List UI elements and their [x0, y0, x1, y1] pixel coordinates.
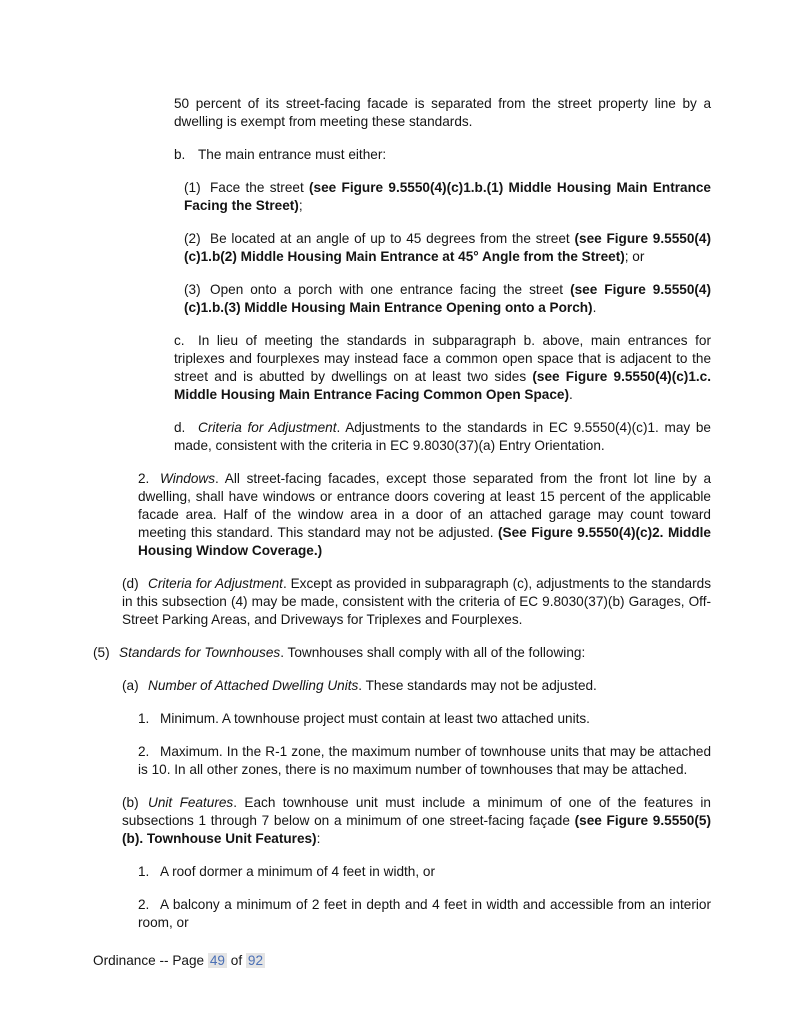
- item-label: 2.: [138, 897, 150, 912]
- item-label: 2.: [138, 744, 150, 759]
- item-d-criteria-for-adjustment: [174, 419, 711, 455]
- text-run: . Except as provided in subparagraph (c), adjustments to the standards in this subsection (4) may be made, consistent with the criteria of EC 9.8030(37)(b) Garages, Off-Street Parking Areas, and Driveways for Triplexes and Fourplexes.: [122, 576, 711, 627]
- figure-reference: (see Figure 9.5550(5)(b). Townhouse Unit Features): [122, 813, 711, 846]
- item-d-criteria-adjustment-subsection-4: [122, 575, 711, 629]
- text-run: Open onto a porch with one entrance facing the street: [210, 282, 571, 297]
- text-run: :: [316, 831, 321, 846]
- paragraph-exemption-continuation: [174, 95, 711, 131]
- item-b-main-entrance: [174, 146, 711, 164]
- item-label: (b): [122, 795, 139, 810]
- item-label: 2.: [138, 471, 150, 486]
- text-run: . These standards may not be adjusted.: [358, 678, 597, 693]
- defined-term: Windows: [160, 471, 216, 486]
- item-2-maximum: [138, 743, 711, 779]
- text-run: Maximum. In the R-1 zone, the maximum number of townhouse units that may be attached is 10. In all other zones, there is no maximum number of townhouses that may be attached.: [138, 744, 711, 777]
- item-1-minimum: [138, 710, 711, 728]
- text-run: A balcony a minimum of 2 feet in depth and 4 feet in width and accessible from an interior room, or: [138, 897, 711, 930]
- text-run: Face the street: [210, 180, 310, 195]
- item-b-unit-features: [122, 794, 711, 848]
- page-footer: [93, 952, 711, 970]
- item-label: (d): [122, 576, 139, 591]
- text-run: . Each townhouse unit must include a minimum of one of the features in subsections 1 through 7 below on a minimum of one street-facing façade: [122, 795, 711, 828]
- defined-term: Unit Features: [148, 795, 234, 810]
- figure-reference: (see Figure 9.5550(4)(c)1.b.(3) Middle Housing Main Entrance Opening onto a Porch): [184, 282, 711, 315]
- text-run: Minimum. A townhouse project must contain at least two attached units.: [160, 711, 590, 726]
- footer-prefix: Ordinance -- Page: [93, 953, 205, 968]
- item-label: (a): [122, 678, 139, 693]
- text-run: . All street-facing facades, except those separated from the front lot line by a dwelling, shall have windows or entrance doors covering at least 15 percent of the applicable facade area. Half of the window area in a door of an attached garage may count toward meeting this standard. This standard may not be adjusted.: [138, 471, 711, 540]
- text-run: In lieu of meeting the standards in subparagraph b. above, main entrances for triplexes and fourplexes may instead face a common open space that is adjacent to the street and is abutted by dwellings on at least two sides: [174, 333, 711, 384]
- item-label: (1): [184, 180, 201, 195]
- item-a-number-of-attached-units: [122, 677, 711, 695]
- defined-term: Criteria for Adjustment: [148, 576, 283, 591]
- item-2-windows: [138, 470, 711, 560]
- figure-reference: (see Figure 9.5550(4)(c)1.b.(1) Middle Housing Main Entrance Facing the Street): [184, 180, 711, 213]
- text-run: .: [569, 387, 573, 402]
- item-2-angle-from-street: [184, 230, 711, 266]
- page-number-total-field[interactable]: 92: [247, 953, 264, 968]
- item-label: (5): [93, 645, 110, 660]
- page-number-current-field[interactable]: 49: [209, 953, 225, 968]
- figure-reference: (see Figure 9.5550(4)(c)1.b(2) Middle Housing Main Entrance at 45° Angle from the Street): [184, 231, 711, 264]
- item-1-face-street: [184, 179, 711, 215]
- item-c-common-open-space: [174, 332, 711, 404]
- text-run: ;: [298, 198, 303, 213]
- text-run: . Townhouses shall comply with all of the following:: [280, 645, 586, 660]
- defined-term: Number of Attached Dwelling Units: [148, 678, 359, 693]
- item-1-roof-dormer: [138, 863, 711, 881]
- text-run: Be located at an angle of up to 45 degrees from the street: [210, 231, 575, 246]
- item-label: (2): [184, 231, 201, 246]
- text-run: .: [592, 300, 597, 315]
- defined-term: Criteria for Adjustment: [198, 420, 337, 435]
- item-label: 1.: [138, 711, 150, 726]
- item-5-standards-for-townhouses: [93, 644, 711, 662]
- figure-reference: (See Figure 9.5550(4)(c)2. Middle Housing Window Coverage.): [138, 525, 711, 558]
- text-run: 50 percent of its street-facing facade is separated from the street property line by a dwelling is exempt from meeting these standards.: [174, 96, 711, 129]
- text-run: . Adjustments to the standards in EC 9.5550(4)(c)1. may be made, consistent with the criteria in EC 9.8030(37)(a) Entry Orientation.: [174, 420, 711, 453]
- figure-reference: (see Figure 9.5550(4)(c)1.c. Middle Housing Main Entrance Facing Common Open Space): [174, 369, 711, 402]
- item-label: 1.: [138, 864, 150, 879]
- item-2-balcony: [138, 896, 711, 932]
- text-run: A roof dormer a minimum of 4 feet in width, or: [160, 864, 436, 879]
- defined-term: Standards for Townhouses: [119, 645, 281, 660]
- item-label: (3): [184, 282, 201, 297]
- item-3-porch: [184, 281, 711, 317]
- item-label: d.: [174, 420, 186, 435]
- footer-of-label: of: [230, 953, 243, 968]
- text-run: ; or: [624, 249, 645, 264]
- text-run: The main entrance must either:: [198, 147, 387, 162]
- item-label: c.: [174, 333, 185, 348]
- item-label: b.: [174, 147, 186, 162]
